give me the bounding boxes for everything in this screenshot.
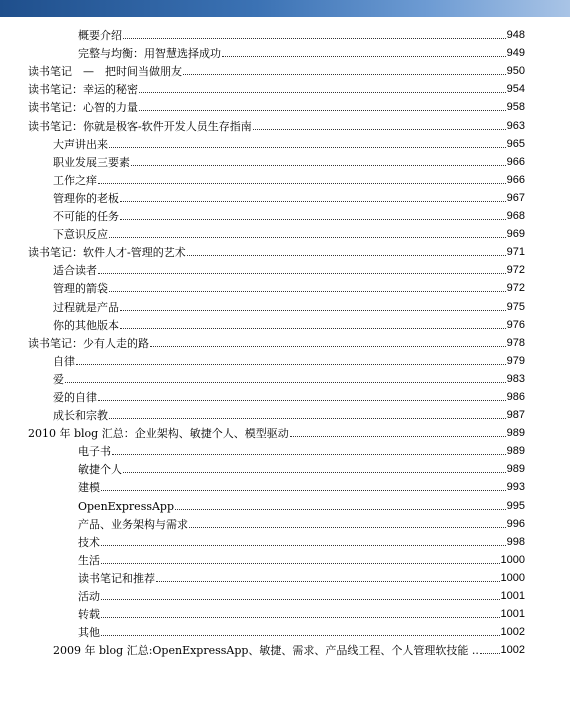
toc-entry[interactable] [0,476,570,494]
dot-leader [183,73,506,75]
toc-page-number[interactable]: 996 [506,517,525,530]
toc-entry[interactable] [0,458,570,476]
toc-page-number[interactable]: 975 [506,300,525,313]
toc-entry[interactable] [0,531,570,549]
toc-page-number[interactable]: 986 [506,390,525,403]
dot-leader [112,453,506,455]
toc-page-number[interactable]: 949 [506,47,525,60]
toc-entry[interactable] [0,223,570,241]
dot-leader [120,309,506,311]
dot-leader [290,435,506,437]
dot-leader [109,146,506,148]
toc-entry-title[interactable]: 生活 [78,553,100,567]
dot-leader [150,345,506,347]
toc-page-number[interactable]: 1002 [500,644,525,657]
toc-entry-title[interactable]: 电子书 [78,445,111,459]
dot-leader [109,236,506,238]
toc-page-number[interactable]: 1000 [500,553,525,566]
toc-page-number[interactable]: 998 [506,535,525,548]
toc-entry[interactable] [0,241,570,259]
toc-entry-title[interactable]: 读书笔记：软件人才-管理的艺术 [28,246,186,260]
toc-entry-title[interactable]: 爱的自律 [53,390,97,404]
toc-entry[interactable] [0,422,570,440]
dot-leader [156,580,500,582]
toc-page-number[interactable]: 987 [506,409,525,422]
toc-entry[interactable] [0,133,570,151]
toc-page-number[interactable]: 976 [506,318,525,331]
toc-entry-title[interactable]: OpenExpressApp [78,499,175,513]
toc-page-number[interactable]: 968 [506,210,525,223]
toc-page-number[interactable]: 1001 [500,608,525,621]
toc-entry-title[interactable]: 成长和宗教 [53,409,108,423]
toc-entry[interactable] [0,332,570,350]
toc-page-number[interactable]: 1002 [500,626,525,639]
toc-entry-title[interactable]: 其他 [78,626,100,640]
dot-leader [175,508,506,510]
toc-page-number[interactable]: 1001 [500,590,525,602]
toc-page-number[interactable]: 972 [506,282,525,295]
toc-entry[interactable] [0,259,570,277]
toc-page-number[interactable]: 969 [506,228,525,241]
dot-leader [120,200,506,202]
toc-entry-title[interactable]: 下意识反应 [53,228,108,242]
toc-page-number[interactable]: 966 [506,173,525,186]
toc-entry-title[interactable]: 完整与均衡：用智慧选择成功 [78,47,221,61]
toc-entry[interactable] [0,440,570,458]
dot-leader [139,91,506,93]
toc-entry-title[interactable]: 建模 [78,481,100,495]
dot-leader [101,616,500,618]
toc-entry[interactable] [0,169,570,187]
toc-entry[interactable] [0,404,570,422]
toc-page-number[interactable]: 954 [506,83,525,96]
toc-entry-title[interactable]: 产品、业务架构与需求 [78,517,188,531]
toc-entry-title[interactable]: 转载 [78,608,100,622]
dot-leader [98,272,506,274]
toc-page-number[interactable]: 948 [506,29,525,42]
toc-page-number[interactable]: 965 [506,137,525,150]
toc-page-number[interactable]: 989 [506,445,525,458]
dot-leader [123,37,506,39]
toc-entry-title[interactable]: 过程就是产品 [53,300,119,314]
toc-page-number[interactable]: 989 [506,427,525,440]
toc-entry[interactable] [0,603,570,621]
toc-entry[interactable] [0,585,570,603]
toc-page-number[interactable]: 978 [506,336,525,349]
toc-entry[interactable] [0,639,570,657]
dot-leader [189,526,506,528]
toc-entry-title[interactable]: 工作之痒 [53,173,97,187]
toc-entry-title[interactable]: 读书笔记 — 把时间当做朋友 [28,65,182,79]
dot-leader [187,254,506,256]
toc-page-number[interactable]: 950 [506,65,525,78]
toc-entry-title[interactable]: 管理的箭袋 [53,282,108,296]
toc-entry-title[interactable]: 读书笔记：幸运的秘密 [28,83,138,97]
dot-leader [101,634,500,636]
toc-entry-title[interactable]: 读书笔记：你就是极客-软件开发人员生存指南 [28,119,252,133]
toc-page-number[interactable]: 1000 [500,571,525,584]
dot-leader [109,417,506,419]
toc-entry-title[interactable]: 适合读者 [53,264,97,278]
toc-entry[interactable] [0,314,570,332]
toc-entry[interactable] [0,513,570,531]
toc-entry-title[interactable]: 管理你的老板 [53,191,119,205]
toc-entry-title[interactable]: 技术 [78,535,100,549]
toc-entry-title[interactable]: 爱 [53,372,64,386]
toc-entry-title[interactable]: 敏捷个人 [78,463,122,477]
toc-entry-title[interactable]: 职业发展三要素 [53,155,130,169]
toc-entry-title[interactable]: 大声讲出来 [53,137,108,151]
dot-leader [101,544,506,546]
toc-entry[interactable] [0,60,570,78]
dot-leader [101,598,500,600]
toc-entry[interactable] [0,78,570,96]
toc-entry-title[interactable]: 读书笔记和推荐 [78,571,155,585]
dot-leader [101,562,500,564]
toc-entry[interactable] [0,151,570,169]
toc-entry[interactable] [0,24,570,42]
toc-entry[interactable] [0,386,570,404]
toc-entry[interactable] [0,295,570,313]
toc-entry-title[interactable]: 自律 [53,354,75,368]
toc-entry[interactable] [0,567,570,585]
toc-page-number[interactable]: 979 [506,354,525,367]
toc-entry-title[interactable]: 概要介绍 [78,29,122,43]
toc-page-number[interactable]: 989 [506,463,525,476]
toc-entry[interactable] [0,205,570,223]
dot-leader [480,652,500,654]
dot-leader [98,399,506,401]
toc-entry[interactable] [0,277,570,295]
toc-entry[interactable] [0,96,570,114]
toc-entry-title[interactable]: 你的其他版本 [53,318,119,332]
toc-page-number[interactable]: 983 [506,372,525,385]
toc-page-number[interactable]: 966 [506,155,525,168]
dot-leader [98,182,506,184]
toc-entry-title[interactable]: 2010 年 blog 汇总：企业架构、敏捷个人、模型驱动 [28,427,289,441]
toc-entry[interactable] [0,549,570,567]
toc-page-number[interactable]: 963 [506,119,525,132]
header-banner [0,0,570,17]
toc-entry-title[interactable]: 活动 [78,590,100,603]
dot-leader [253,128,506,130]
dot-leader [131,164,506,166]
toc-page-number[interactable]: 967 [506,191,525,204]
dot-leader [101,489,506,491]
toc-entry[interactable] [0,494,570,512]
toc-page-number[interactable]: 971 [506,246,525,259]
toc-page-number[interactable]: 958 [506,101,525,114]
toc-page-number[interactable]: 993 [506,481,525,494]
dot-leader [65,381,506,383]
dot-leader [120,327,506,329]
toc-page-number[interactable]: 995 [506,499,525,512]
toc-entry[interactable] [0,368,570,386]
dot-leader [222,55,506,57]
toc-entry-title[interactable]: 2009 年 blog 汇总:OpenExpressApp、敏捷、需求、产品线工程、个人管理软技能 .. [53,644,479,658]
toc-entry-title[interactable]: 不可能的任务 [53,210,119,224]
dot-leader [139,109,506,111]
toc-entry-title[interactable]: 读书笔记：少有人走的路 [28,336,149,350]
table-of-contents [0,24,570,657]
dot-leader [120,218,506,220]
toc-entry-title[interactable]: 读书笔记：心智的力量 [28,101,138,115]
dot-leader [76,363,506,365]
dot-leader [109,290,506,292]
toc-entry[interactable] [0,187,570,205]
toc-entry[interactable] [0,42,570,60]
toc-entry[interactable] [0,114,570,132]
dot-leader [123,471,506,473]
toc-entry[interactable] [0,350,570,368]
toc-entry[interactable] [0,621,570,639]
toc-page-number[interactable]: 972 [506,264,525,277]
